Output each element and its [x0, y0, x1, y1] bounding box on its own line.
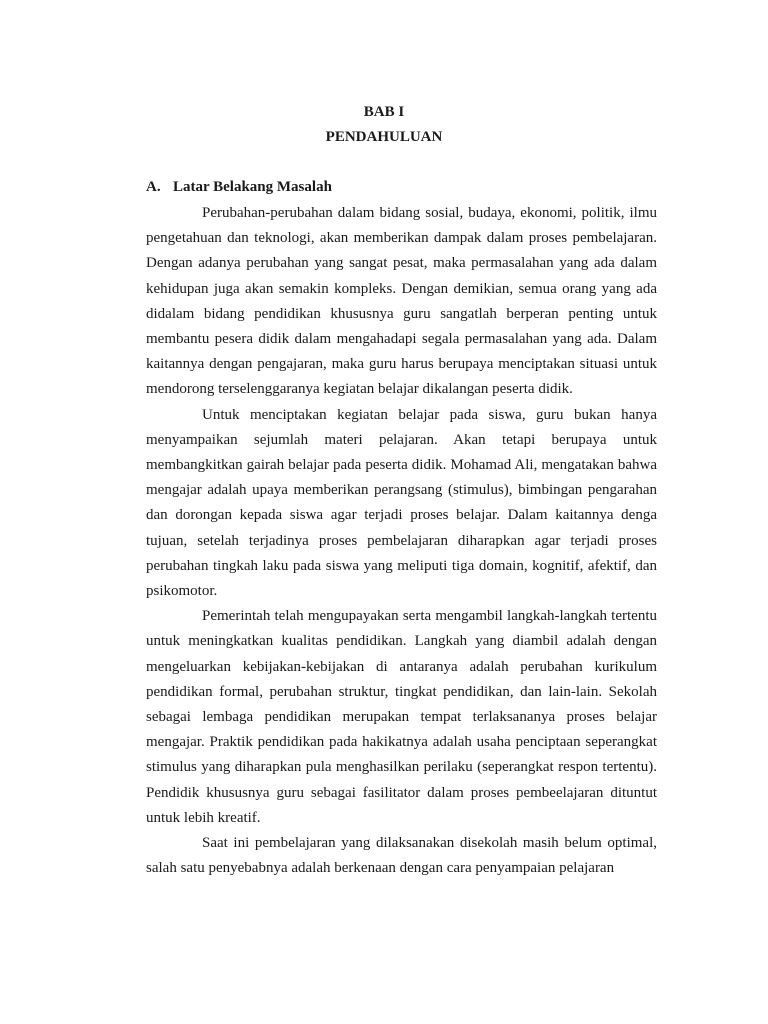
document-body — [146, 201, 657, 881]
section-heading — [146, 178, 332, 196]
section-letter: A. — [146, 179, 161, 195]
paragraph: Saat ini pembelajaran yang dilaksanakan disekolah masih belum optimal, salah satu penyebabnya adalah berkenaan dengan cara penyampaian pelajaran — [146, 835, 657, 877]
paragraph: Pemerintah telah mengupayakan serta mengambil langkah-langkah tertentu untuk meningkatkan kualitas pendidikan. Langkah yang diambil adalah dengan mengeluarkan kebijakan-kebijakan di antaranya adalah perubahan kurikulum pendidikan formal, perubahan struktur, tingkat pendidikan, dan lain-lain. Sekolah sebagai lembaga pendidikan merupakan tempat terlaksananya proses belajar mengajar. Praktik pendidikan pada hakikatnya adalah usaha penciptaan seperangkat stimulus yang diharapkan pula menghasilkan perilaku (seperangkat respon tertentu). Pendidik khususnya guru sebagai fasilitator dalam proses pembeelajaran dituntut untuk lebih kreatif. — [146, 608, 657, 826]
chapter-title: PENDAHULUAN — [325, 129, 443, 145]
section-title: Latar Belakang Masalah — [173, 179, 332, 195]
paragraph: Untuk menciptakan kegiatan belajar pada siswa, guru bukan hanya menyampaikan sejumlah materi pelajaran. Akan tetapi berupaya untuk membangkitkan gairah belajar pada peserta didik. Mohamad Ali, mengatakan bahwa mengajar adalah upaya memberikan perangsang (stimulus), bimbingan pengarahan dan dorongan kepada siswa agar terjadi proses belajar. Dalam kaitannya denga tujuan, setelah terjadinya proses pembelajaran diharapkan agar terjadi proses perubahan tingkah laku pada siswa yang meliputi tiga domain, kognitif, afektif, dan psikomotor. — [146, 406, 657, 600]
paragraph: Perubahan-perubahan dalam bidang sosial, budaya, ekonomi, politik, ilmu pengetahuan dan teknologi, akan memberikan dampak dalam proses pembelajaran. Dengan adanya perubahan yang sangat pesat, maka permasalahan yang ada dalam kehidupan juga akan semakin kompleks. Dengan demikian, semua orang yang ada didalam bidang pendidikan khususnya guru sangatlah berperan penting untuk membantu pesera didik dalam mengahadapi segala permasalahan yang ada. Dalam kaitannya dengan pengajaran, maka guru harus berupaya menciptakan situasi untuk mendorong terselenggaranya kegiatan belajar dikalangan peserta didik. — [146, 205, 657, 398]
chapter-number: BAB I — [363, 104, 405, 120]
